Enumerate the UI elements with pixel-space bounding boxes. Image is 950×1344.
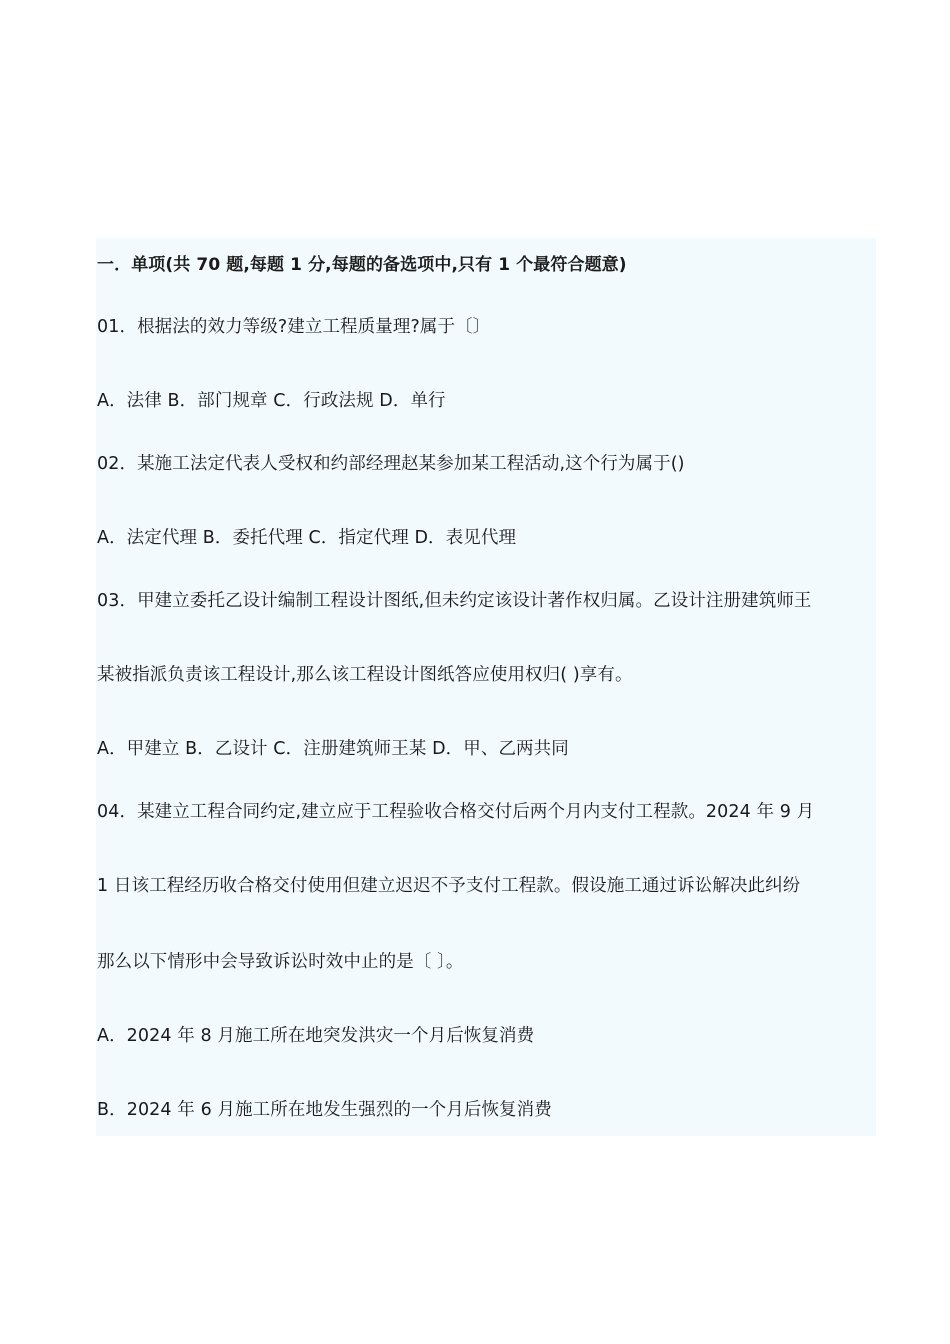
question-04-option-b: B．2024 年 6 月施工所在地发生强烈的一个月后恢复消费 — [97, 1100, 552, 1120]
question-04-stem-line-1: 04．某建立工程合同约定,建立应于工程验收合格交付后两个月内支付工程款。2024 年 9 月 — [97, 802, 815, 822]
question-panel — [96, 238, 876, 1136]
section-heading: 一．单项(共 70 题,每题 1 分,每题的备选项中,只有 1 个最符合题意) — [97, 255, 627, 275]
question-04-stem-line-2: 1 日该工程经历收合格交付使用但建立迟迟不予支付工程款。假设施工通过诉讼解决此纠纷 — [97, 876, 801, 896]
question-02-options: A．法定代理 B．委托代理 C．指定代理 D．表见代理 — [97, 528, 517, 548]
question-02-stem: 02．某施工法定代表人受权和约部经理赵某参加某工程活动,这个行为属于() — [97, 454, 685, 474]
question-01-options: A．法律 B．部门规章 C．行政法规 D．单行 — [97, 391, 446, 411]
question-03-stem-line-2: 某被指派负责该工程设计,那么该工程设计图纸答应使用权归( )享有。 — [97, 665, 633, 685]
question-01-stem: 01．根据法的效力等级?建立工程质量理?属于〔〕 — [97, 317, 491, 337]
question-04-option-a: A．2024 年 8 月施工所在地突发洪灾一个月后恢复消费 — [97, 1026, 535, 1046]
question-03-stem-line-1: 03．甲建立委托乙设计编制工程设计图纸,但未约定该设计著作权归属。乙设计注册建筑师王 — [97, 591, 812, 611]
question-04-stem-line-3: 那么以下情形中会导致诉讼时效中止的是〔 〕。 — [97, 952, 464, 972]
question-03-options: A．甲建立 B．乙设计 C．注册建筑师王某 D．甲、乙两共同 — [97, 739, 569, 759]
